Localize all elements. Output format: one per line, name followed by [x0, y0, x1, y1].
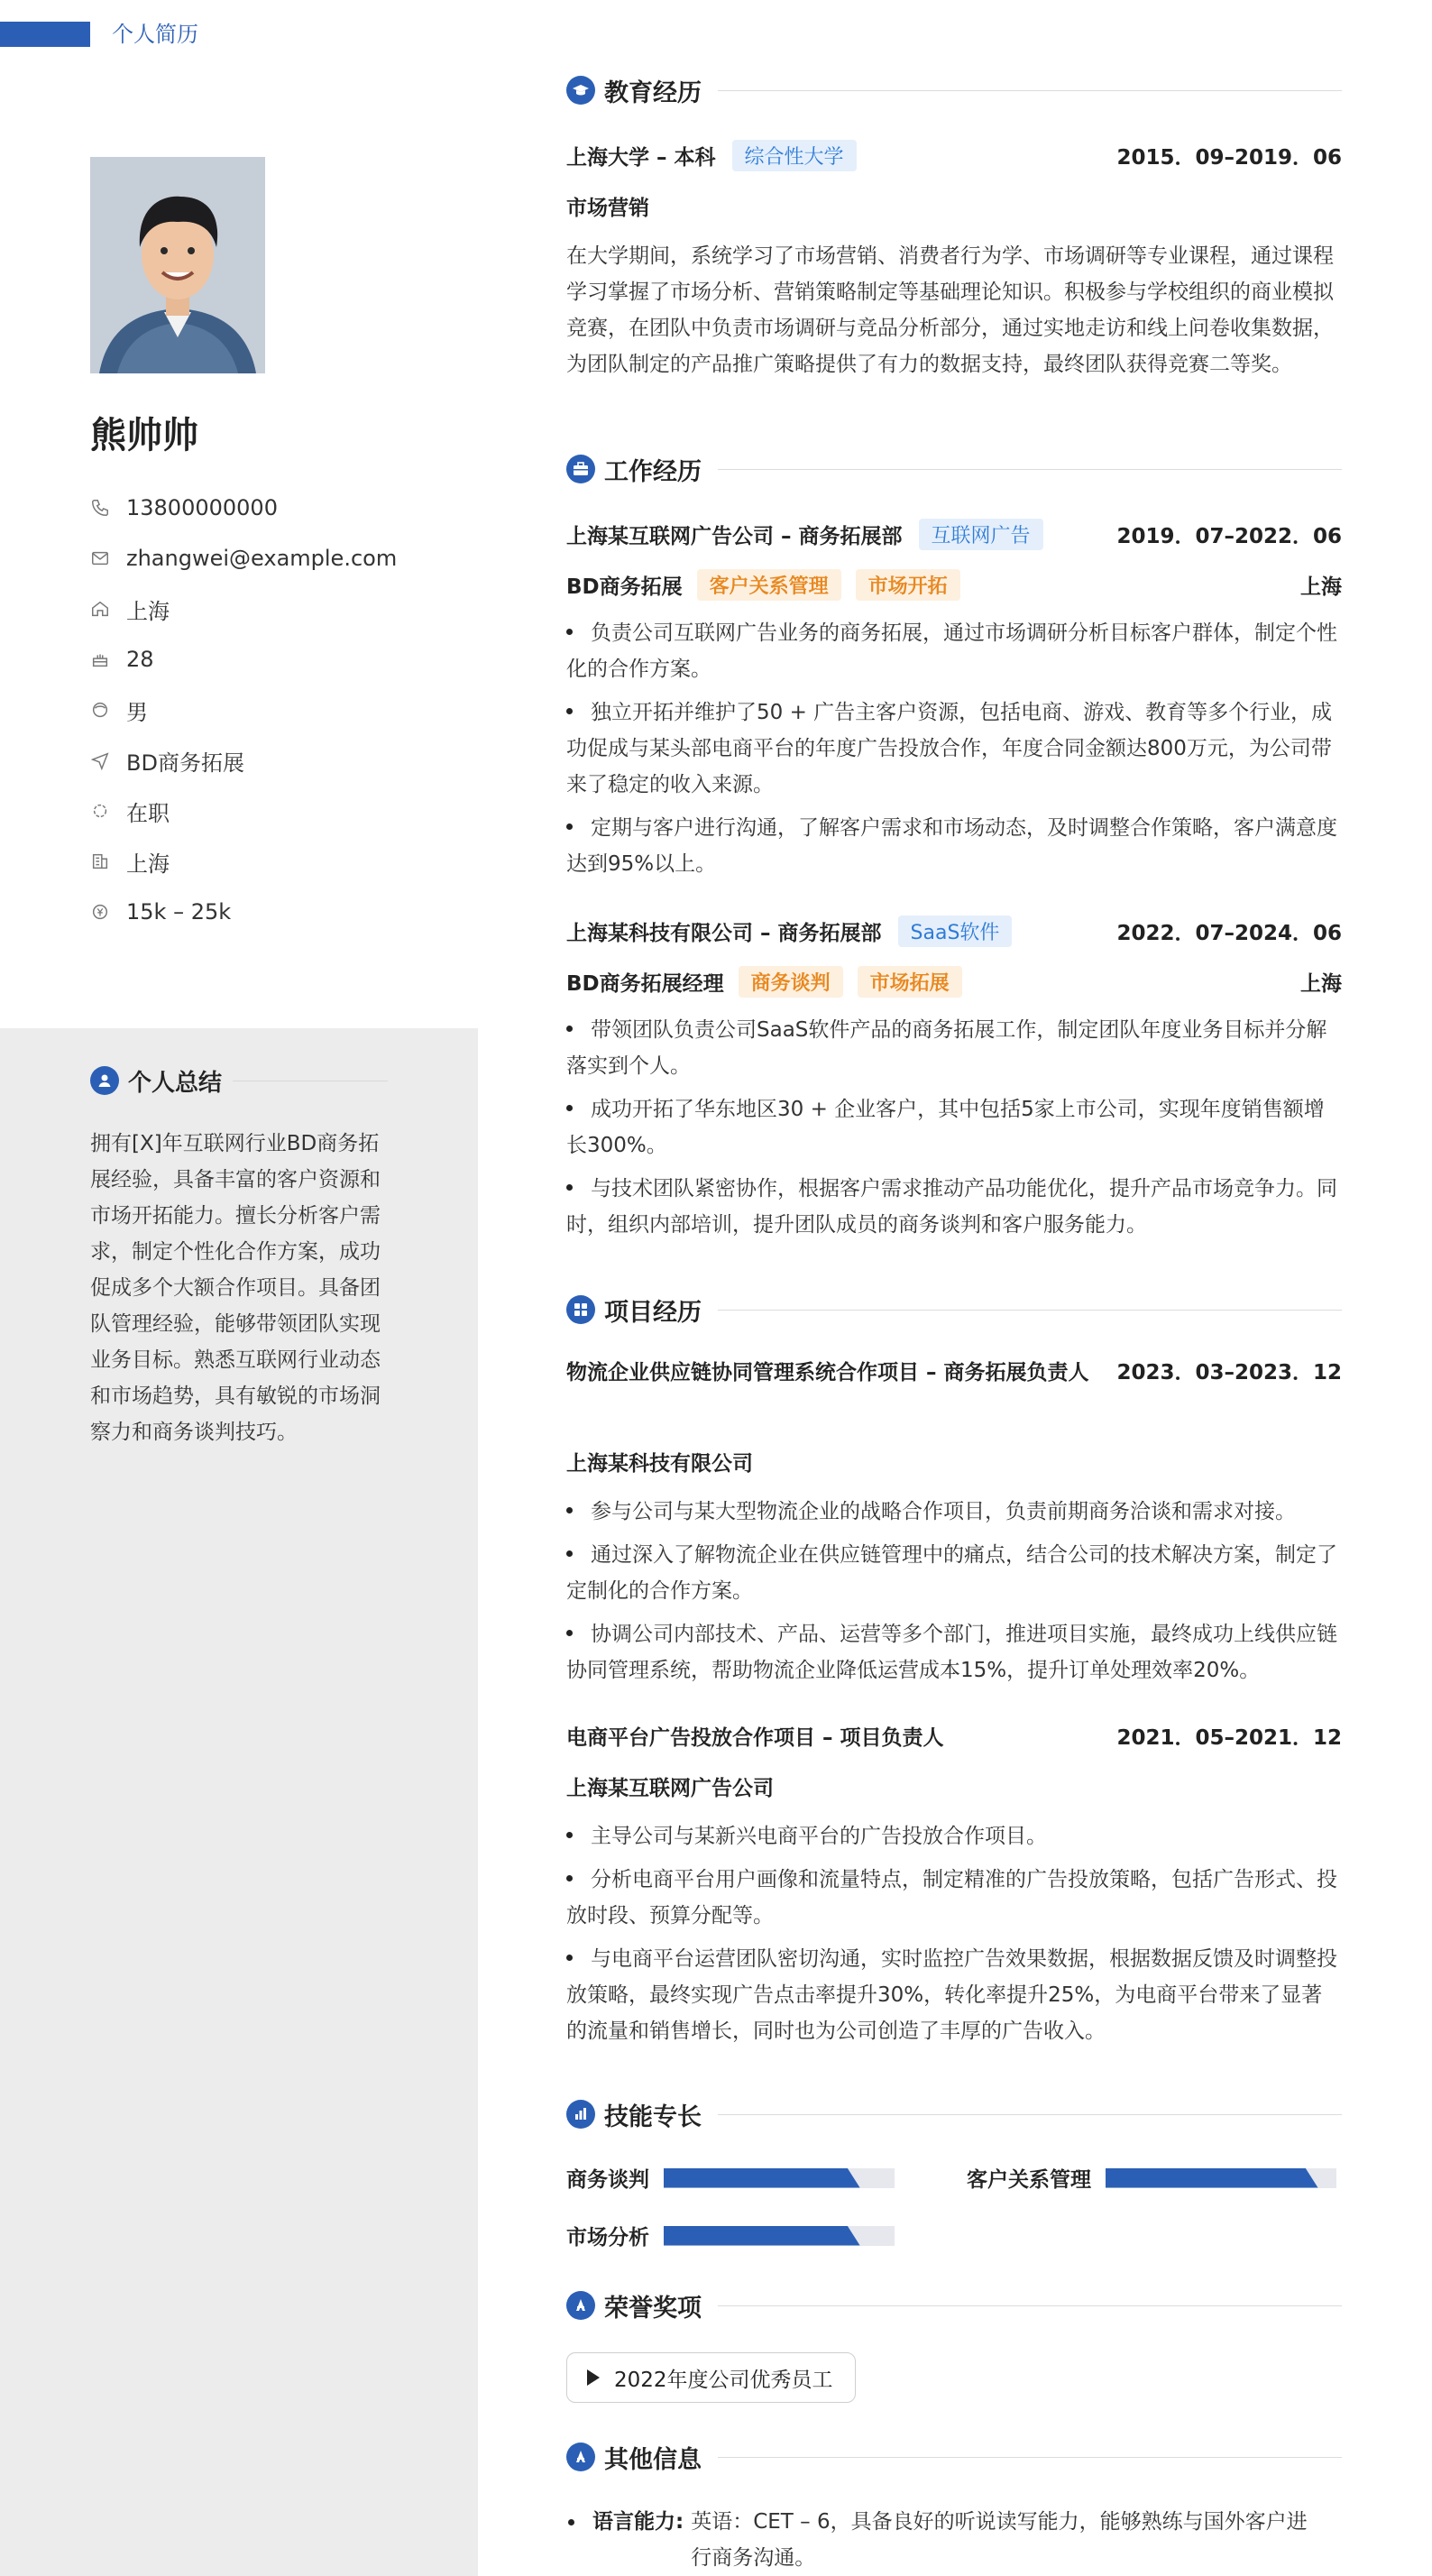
list-item: 成功开拓了华东地区30 + 企业客户，其中包括5家上市公司，实现年度销售额增长300%。 — [566, 1098, 1325, 1157]
phone-icon — [90, 498, 110, 518]
job-company: 上海某互联网广告公司 – 商务拓展部 — [566, 524, 903, 548]
honors-section-header — [566, 2286, 1342, 2325]
info-location: 上海 — [90, 584, 397, 634]
cake-icon — [90, 649, 110, 669]
job-role-row — [566, 963, 1342, 999]
project-row — [566, 1355, 1342, 1391]
skills-section-header — [566, 2094, 1342, 2134]
skill-bar-fill — [664, 2226, 860, 2246]
job-role-tag: 客户关系管理 — [697, 569, 841, 601]
info-status: 在职 — [90, 786, 397, 836]
job-role-row — [566, 566, 1342, 603]
work-section-header — [566, 449, 1342, 489]
bar-chart-icon — [566, 2100, 595, 2129]
education-major: 市场营销 — [566, 196, 649, 220]
job-role-tag: 市场拓展 — [858, 966, 962, 998]
info-work-city: 上海 — [90, 836, 397, 887]
project-date: 2023．03–2023．12 — [1116, 1361, 1342, 1385]
summary-title: 个人总结 — [128, 1069, 223, 1097]
job-bullets — [566, 1012, 1342, 1250]
send-icon — [90, 750, 110, 770]
other-title: 其他信息 — [604, 2445, 702, 2474]
education-section-header — [566, 70, 1342, 110]
info-award-icon — [566, 2443, 595, 2471]
gender-icon — [90, 700, 110, 720]
honor-item[interactable] — [566, 2352, 856, 2403]
info-email: zhangwei@example.com — [90, 533, 397, 584]
project-name: 电商平台广告投放合作项目 – 项目负责人 — [566, 1725, 944, 1750]
other-item — [566, 2504, 1342, 2576]
skill-name: 市场分析 — [566, 2226, 649, 2249]
play-triangle-icon — [587, 2369, 600, 2386]
divider — [718, 469, 1342, 470]
list-item: 负责公司互联网广告业务的商务拓展，通过市场调研分析目标客户群体，制定个性化的合作方案。 — [566, 621, 1337, 681]
other-value: 英语：CET – 6，具备良好的听说读写能力，能够熟练与国外客户进行商务沟通。 — [691, 2510, 1308, 2570]
job-role: BD商务拓展经理 — [566, 971, 724, 996]
page-title: 个人简历 — [112, 22, 198, 47]
skill-bar-fill — [1106, 2168, 1318, 2188]
list-item: 协调公司内部技术、产品、运营等多个部门，推进项目实施，最终成功上线供应链协同管理系统，帮助物流企业降低运营成本15%，提升订单处理效率20%。 — [566, 1623, 1337, 1682]
contact-info-list — [90, 483, 397, 937]
briefcase-icon — [566, 455, 595, 483]
info-age: 28 — [90, 634, 397, 685]
honor-label: 2022年度公司优秀员工 — [614, 2368, 833, 2392]
project-company: 上海某科技有限公司 — [566, 1451, 753, 1476]
job-bullets — [566, 615, 1342, 889]
list-item: 参与公司与某大型物流企业的战略合作项目，负责前期商务洽谈和需求对接。 — [566, 1494, 1342, 1530]
info-gender: 男 — [90, 685, 397, 735]
skills-title: 技能专长 — [604, 2102, 702, 2131]
divider — [718, 90, 1342, 91]
graduation-cap-icon — [566, 76, 595, 105]
list-item: 独立开拓并维护了50 + 广告主客户资源，包括电商、游戏、教育等多个行业，成功促成与某头部电商平台的年度广告投放合作，年度合同金额达800万元，为公司带来了稳定的收入来源。 — [566, 701, 1333, 796]
user-icon — [90, 1066, 119, 1095]
education-description: 在大学期间，系统学习了市场营销、消费者行为学、市场调研等专业课程，通过课程学习掌握了市场分析、营销策略制定等基础理论知识。积极参与学校组织的商业模拟竞赛，在团队中负责市场调研与竞品分析部分，通过实地走访和线上问卷收集数据，为团队制定的产品推广策略提供了有力的数据支持，最终团队获得竞赛二等奖。 — [566, 244, 1334, 376]
mail-icon — [90, 548, 110, 568]
list-item: 带领团队负责公司SaaS软件产品的商务拓展工作，制定团队年度业务目标并分解落实到个人。 — [566, 1018, 1327, 1078]
other-key: 语言能力: — [592, 2510, 684, 2534]
list-item: 通过深入了解物流企业在供应链管理中的痛点，结合公司的技术解决方案，制定了定制化的合作方案。 — [566, 1543, 1337, 1603]
summary-text: 拥有[X]年互联网行业BD商务拓展经验，具备丰富的客户资源和市场开拓能力。擅长分析客户需求，制定个性化合作方案，成功促成多个大额合作项目。具备团队管理经验，能够带领团队实现业务目标。熟悉互联网行业动态和市场趋势，具有敏锐的市场洞察力和商务谈判技巧。 — [90, 1132, 381, 1444]
skill-item — [566, 2221, 895, 2250]
job-role: BD商务拓展 — [566, 575, 683, 599]
job-industry-tag: 互联网广告 — [919, 519, 1043, 550]
award-icon — [566, 2291, 595, 2320]
info-position: BD商务拓展 — [90, 735, 397, 786]
projects-section-header — [566, 1290, 1342, 1329]
building-icon — [90, 851, 110, 871]
skill-bar — [664, 2226, 895, 2246]
avatar — [90, 157, 265, 373]
bullet-dot — [568, 2519, 574, 2525]
project-row — [566, 1717, 1342, 1753]
project-bullets — [566, 1494, 1342, 1696]
education-row — [566, 137, 1342, 173]
project-bullets — [566, 1818, 1342, 2056]
summary-section-header — [90, 1061, 388, 1100]
job-city: 上海 — [1300, 971, 1342, 996]
salary-icon — [90, 902, 110, 922]
job-role-tag: 市场开拓 — [856, 569, 960, 601]
divider — [718, 2305, 1342, 2306]
education-date: 2015．09–2019．06 — [1116, 145, 1342, 170]
school-name: 上海大学 – 本科 — [566, 145, 716, 170]
header-accent-bar — [0, 22, 90, 47]
skill-name: 客户关系管理 — [967, 2168, 1091, 2192]
skill-bar — [1106, 2168, 1336, 2188]
skill-item — [967, 2163, 1336, 2193]
education-title: 教育经历 — [604, 78, 702, 107]
school-tag: 综合性大学 — [732, 140, 857, 171]
list-item: 主导公司与某新兴电商平台的广告投放合作项目。 — [566, 1818, 1342, 1854]
job-role-tag: 商务谈判 — [739, 966, 843, 998]
skill-name: 商务谈判 — [566, 2168, 649, 2192]
job-row — [566, 913, 1342, 949]
divider — [718, 2457, 1342, 2458]
skill-bar-fill — [664, 2168, 860, 2188]
grid-icon — [566, 1295, 595, 1324]
job-date: 2019．07–2022．06 — [1116, 524, 1342, 548]
projects-title: 项目经历 — [604, 1298, 702, 1327]
list-item: 与技术团队紧密协作，根据客户需求推动产品功能优化，提升产品市场竞争力。同时，组织内部培训，提升团队成员的商务谈判和客户服务能力。 — [566, 1177, 1337, 1237]
project-name: 物流企业供应链协同管理系统合作项目 – 商务拓展负责人 — [566, 1361, 1089, 1385]
list-item: 定期与客户进行沟通，了解客户需求和市场动态，及时调整合作策略，客户满意度达到95%以上。 — [566, 816, 1337, 876]
project-company-row — [566, 1443, 1342, 1479]
job-company: 上海某科技有限公司 – 商务拓展部 — [566, 921, 882, 945]
project-company-row — [566, 1768, 1342, 1804]
work-title: 工作经历 — [604, 457, 702, 486]
other-section-header — [566, 2437, 1342, 2477]
avatar-portrait-icon — [90, 157, 265, 373]
home-icon — [90, 599, 110, 619]
project-company: 上海某互联网广告公司 — [566, 1776, 774, 1800]
education-major-row — [566, 188, 1342, 224]
divider — [718, 2114, 1342, 2115]
status-icon — [90, 801, 110, 821]
job-city: 上海 — [1300, 575, 1342, 599]
profile-name: 熊帅帅 — [90, 415, 198, 456]
project-date: 2021．05–2021．12 — [1116, 1725, 1342, 1750]
job-date: 2022．07–2024．06 — [1116, 921, 1342, 945]
info-salary: 15k – 25k — [90, 887, 397, 937]
skill-item — [566, 2163, 895, 2193]
list-item: 分析电商平台用户画像和流量特点，制定精准的广告投放策略，包括广告形式、投放时段、预算分配等。 — [566, 1868, 1337, 1927]
skill-bar — [664, 2168, 895, 2188]
honors-title: 荣誉奖项 — [604, 2294, 702, 2323]
job-row — [566, 516, 1342, 552]
info-phone: 13800000000 — [90, 483, 397, 533]
job-industry-tag: SaaS软件 — [898, 915, 1013, 947]
divider — [718, 1310, 1342, 1311]
list-item: 与电商平台运营团队密切沟通，实时监控广告效果数据，根据数据反馈及时调整投放策略，最终实现广告点击率提升30%，转化率提升25%，为电商平台带来了显著的流量和销售增长，同时也为公司创造了丰厚的广告收入。 — [566, 1947, 1337, 2043]
